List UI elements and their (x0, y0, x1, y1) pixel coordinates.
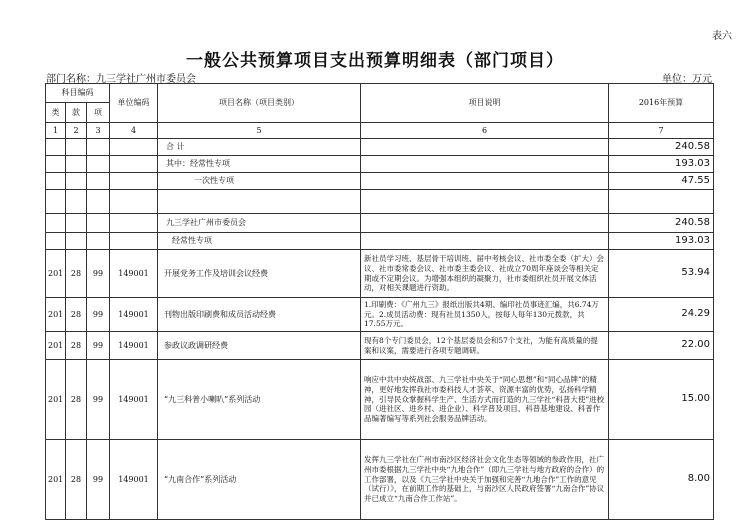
budget-table (45, 83, 714, 520)
onetime-label: 一次性专项 (158, 173, 361, 190)
header-project-name: 项目名称（项目类别） (158, 84, 361, 123)
row-unit-code: 149001 (110, 440, 158, 520)
row-lei: 201 (46, 360, 66, 440)
row-project-desc: 发挥九三学社在广州市南沙区经济社会文化生态等领域的参政作用，社广州市委根据九三学社中央“九地合作”（即九三学社与地方政府的合作）的工作部署，以及《九三学社中央关于加强和完善“九地合作”工作的意见（试行）》，在前期工作的基础上，与南沙区人民政府签署“九南合作”协议并已成立“九南合作工作站”。 (361, 440, 609, 520)
unit-label: 单位：万元 (662, 74, 712, 85)
department-name: 部门名称：九三学社广州市委员会 (46, 74, 196, 85)
total-row (46, 139, 714, 156)
header-xiang: 项 (87, 103, 110, 123)
org-recurring-label: 经常性专项 (158, 233, 361, 250)
row-xiang: 99 (87, 360, 110, 440)
total-value: 240.58 (609, 139, 714, 156)
row-kuan: 28 (66, 440, 87, 520)
table-number-label: 表六 (712, 31, 732, 42)
header-lei: 类 (46, 103, 66, 123)
header-unit-code: 单位编码 (110, 84, 158, 123)
col-index: 7 (609, 123, 714, 139)
row-kuan: 28 (66, 298, 87, 332)
org-recurring-row (46, 233, 714, 250)
page-title: 一般公共预算项目支出预算明细表（部门项目） (186, 51, 564, 71)
header-budget: 2016年预算 (609, 84, 714, 123)
col-index: 3 (87, 123, 110, 139)
row-unit-code: 149001 (110, 298, 158, 332)
total-label: 合 计 (158, 139, 361, 156)
row-unit-code: 149001 (110, 360, 158, 440)
table-row (46, 332, 714, 360)
row-kuan: 28 (66, 332, 87, 360)
org-value: 240.58 (609, 214, 714, 233)
row-xiang: 99 (87, 440, 110, 520)
recurring-label: 其中：经常性专项 (158, 156, 361, 173)
row-project-name: 参政议政调研经费 (158, 332, 361, 360)
row-lei: 201 (46, 250, 66, 298)
header-project-desc: 项目说明 (361, 84, 609, 123)
table-row (46, 298, 714, 332)
row-project-desc: 响应中共中央统战部、九三学社中央关于“同心思想”和“同心品牌”的精神，更好地发挥我社市委科技人才荟萃、资源丰富的优势，弘扬科学精神，引导民众掌握科学生产、生活方式而打造的九三学社“科普大使”进校园（进社区、进乡村、进企业）、科学普及项目、科普基地建设、科普作品编著编写等系列社会服务品牌活动。 (361, 360, 609, 440)
header-kuan: 款 (66, 103, 87, 123)
header-subject-code: 科目编码 (46, 84, 110, 103)
row-budget-value: 53.94 (609, 250, 714, 298)
onetime-row (46, 173, 714, 190)
row-project-name: “九三科普小喇叭”系列活动 (158, 360, 361, 440)
row-budget-value: 8.00 (609, 440, 714, 520)
col-index: 1 (46, 123, 66, 139)
row-xiang: 99 (87, 332, 110, 360)
col-index: 5 (158, 123, 361, 139)
row-budget-value: 22.00 (609, 332, 714, 360)
onetime-value: 47.55 (609, 173, 714, 190)
table-row (46, 360, 714, 440)
row-project-desc: 新社员学习班、基层骨干培训班、届中考核会议、社市委全委（扩大）会议、社市委常委会议、社市委主委会议、社成立70周年座谈会等相关定期或不定期会议。为增强本组织的凝聚力，社市委组织社员开展文体活动，对相关课题进行资助。 (361, 250, 609, 298)
recurring-value: 193.03 (609, 156, 714, 173)
row-lei: 201 (46, 440, 66, 520)
row-xiang: 99 (87, 298, 110, 332)
org-recurring-value: 193.03 (609, 233, 714, 250)
org-label: 九三学社广州市委员会 (158, 214, 361, 233)
col-index: 2 (66, 123, 87, 139)
row-kuan: 28 (66, 360, 87, 440)
row-unit-code: 149001 (110, 332, 158, 360)
row-project-name: 刊物出版印刷费和成员活动经费 (158, 298, 361, 332)
row-project-name: “九南合作”系列活动 (158, 440, 361, 520)
org-row (46, 214, 714, 233)
row-unit-code: 149001 (110, 250, 158, 298)
row-lei: 201 (46, 298, 66, 332)
recurring-row (46, 156, 714, 173)
table-row (46, 440, 714, 520)
row-project-name: 开展党务工作及培训会议经费 (158, 250, 361, 298)
row-kuan: 28 (66, 250, 87, 298)
row-project-desc: 1.印刷费：《广州九三》报纸出版共4期、编印社员事迹汇编，共6.74万元。2.成员活动费：现有社员1350人，按每人每年130元拨款，共17.55万元。 (361, 298, 609, 332)
row-budget-value: 15.00 (609, 360, 714, 440)
row-xiang: 99 (87, 250, 110, 298)
row-project-desc: 现有8个专门委员会，12个基层委员会和57个支社，为能有高质量的提案和议案，需要进行各项专题调研。 (361, 332, 609, 360)
row-budget-value: 24.29 (609, 298, 714, 332)
row-lei: 201 (46, 332, 66, 360)
table-row (46, 250, 714, 298)
col-index: 6 (361, 123, 609, 139)
col-index: 4 (110, 123, 158, 139)
